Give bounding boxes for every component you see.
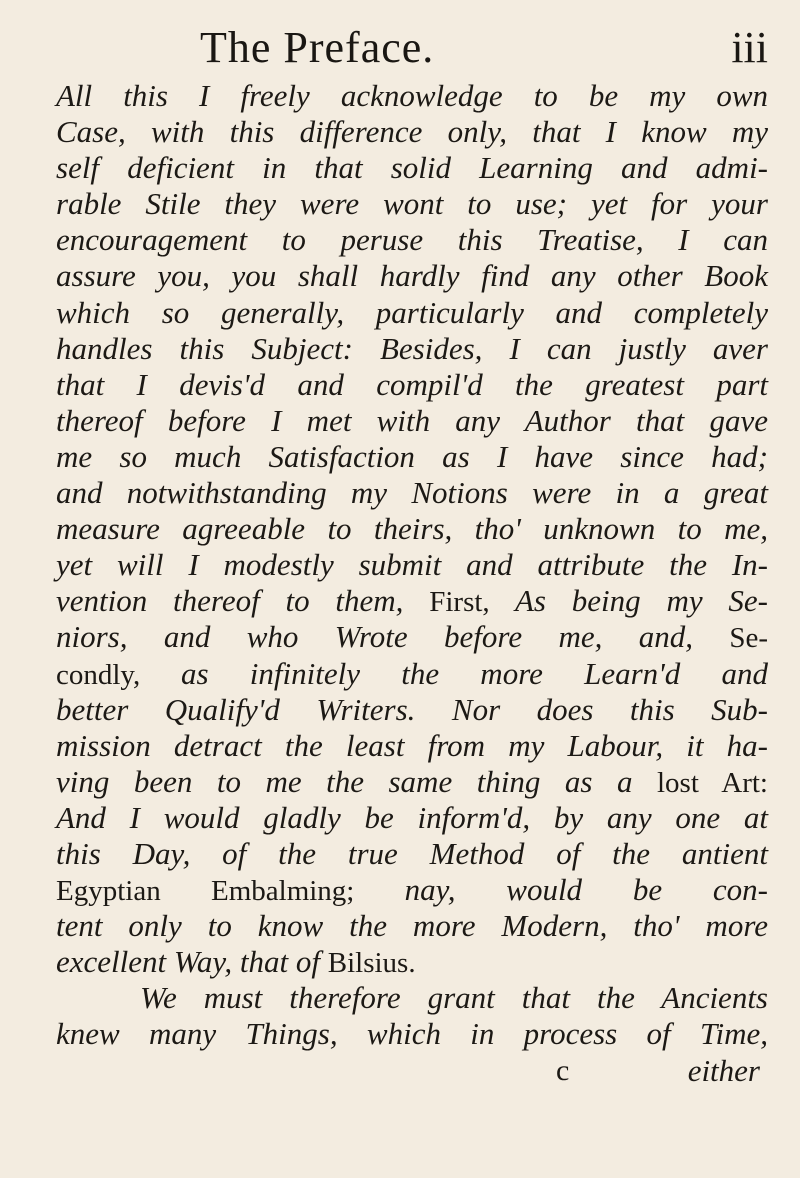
text-line	[56, 728, 768, 764]
text-line	[56, 78, 768, 114]
text-line	[56, 944, 768, 980]
text-line	[56, 403, 768, 439]
running-title: The Preface.	[200, 23, 435, 72]
text-line	[56, 908, 768, 944]
text-segment: vention thereof to them,	[56, 583, 430, 619]
text-line	[56, 547, 768, 583]
text-line	[56, 656, 768, 692]
running-head	[0, 18, 800, 70]
text-line	[56, 114, 768, 150]
text-segment: and,	[638, 619, 730, 655]
text-line	[56, 331, 768, 367]
text-segment: niors, and who Wrote before me,	[56, 619, 639, 655]
text-line	[56, 222, 768, 258]
text-segment: First,	[429, 586, 515, 619]
text-line	[56, 295, 768, 331]
text-segment: As being my Se-	[515, 583, 769, 619]
page-number: iii	[731, 23, 768, 72]
text-segment: and notwithstanding my Notions were in a great	[56, 475, 768, 511]
text-segment: better Qualify'd Writers. Nor does this Sub-	[56, 691, 768, 727]
text-segment: mission detract the least from my Labour, it ha-	[56, 727, 768, 763]
text-segment: Egyptian Embalming;	[56, 875, 405, 908]
text-segment: encouragement to peruse this Treatise, I can	[56, 222, 768, 258]
text-segment: And I would gladly be inform'd, by any one at	[56, 799, 768, 835]
text-line	[56, 872, 768, 908]
text-line	[56, 367, 768, 403]
body-text	[56, 78, 768, 1089]
text-segment: this Day, of the true Method of the antient	[56, 835, 768, 871]
text-segment: measure agreeable to theirs, tho' unknown to me,	[56, 511, 768, 547]
text-segment: Se-	[729, 622, 769, 655]
text-segment: nay, would be con-	[404, 872, 768, 908]
text-segment: me so much Satisfaction as I have since had;	[56, 438, 768, 474]
text-line	[56, 692, 768, 728]
text-segment: ving been to me the same thing as a	[56, 763, 657, 799]
text-line	[56, 511, 768, 547]
text-segment: thereof before I met with any Author that gave	[56, 402, 768, 438]
text-segment: self deficient in that solid Learning and admi-	[56, 150, 768, 186]
text-line	[56, 186, 768, 222]
text-segment: Case, with this difference only, that I know my	[56, 114, 768, 150]
text-line	[56, 619, 768, 655]
text-segment: knew many Things, which in process of Time,	[56, 1016, 768, 1052]
text-segment: as infinitely the more Learn'd and	[181, 655, 768, 691]
catchword: either	[687, 1052, 760, 1088]
text-segment: lost Art:	[656, 766, 768, 799]
text-segment: which so generally, particularly and completely	[56, 294, 768, 330]
signature-mark: c	[556, 1053, 570, 1087]
text-line	[56, 258, 768, 294]
text-segment: Bilsius.	[327, 947, 416, 980]
text-segment: rable Stile they were wont to use; yet for your	[56, 186, 768, 222]
text-segment: yet will I modestly submit and attribute the In-	[56, 547, 768, 583]
text-segment: We must therefore grant that the Ancients	[140, 980, 768, 1016]
text-line	[56, 980, 768, 1016]
text-line	[56, 836, 768, 872]
text-line	[56, 475, 768, 511]
text-segment: All this I freely acknowledge to be my own	[56, 78, 768, 113]
text-segment: assure you, you shall hardly find any other Book	[56, 258, 768, 294]
text-line	[56, 800, 768, 836]
catchword-line	[56, 1053, 768, 1089]
text-segment: condly,	[56, 658, 182, 691]
text-segment: handles this Subject: Besides, I can justly aver	[56, 330, 768, 366]
text-line	[56, 583, 768, 619]
text-segment: tent only to know the more Modern, tho' more	[56, 908, 768, 944]
text-line	[56, 764, 768, 800]
text-line	[56, 150, 768, 186]
text-segment: that I devis'd and compil'd the greatest part	[56, 366, 768, 402]
text-segment: excellent Way, that of	[56, 944, 328, 980]
text-line	[56, 1016, 768, 1052]
text-line	[56, 439, 768, 475]
